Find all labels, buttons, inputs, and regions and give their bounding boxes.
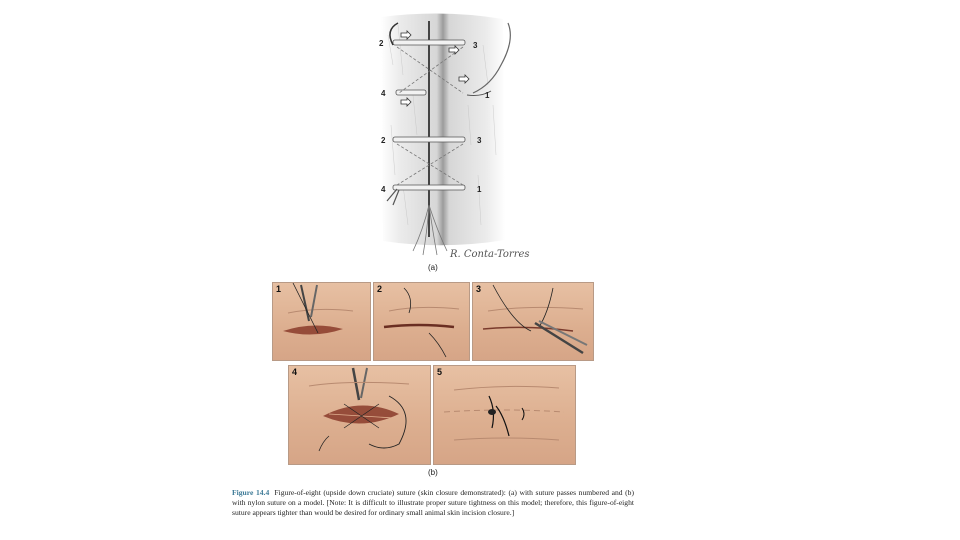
illus-num-top-2: 2: [379, 39, 384, 48]
illus-num-bottom-3: 3: [477, 136, 482, 145]
photo-number: 3: [476, 284, 482, 294]
illus-num-bottom-2: 2: [381, 136, 386, 145]
figure-caption-text: Figure-of-eight (upside down cruciate) suture (skin closure demonstrated): (a) with suture passes numbered and (b) with nylon suture on a model. [Note: It is difficult to illustrate proper suture tightness on this model; therefore, this figure-of-eight suture appears tighter than would be desired for ordinary small animal skin incision closure.]: [232, 488, 635, 518]
illus-num-bottom-4: 4: [381, 185, 386, 194]
photo-step-5: [433, 365, 576, 465]
figure-label: Figure 14.4: [232, 488, 270, 497]
photo-number: 2: [377, 284, 383, 294]
illus-num-top-1: 1: [485, 91, 490, 100]
illus-num-top-3: 3: [473, 41, 478, 50]
photo-number: 4: [292, 367, 298, 377]
suture-illustration: [363, 5, 523, 263]
photo-step-2: [373, 282, 470, 361]
illus-num-top-4: 4: [381, 89, 386, 98]
photo-number: 5: [437, 367, 443, 377]
artist-signature: R. Conta-Torres: [450, 249, 530, 260]
panel-a-label: (a): [428, 263, 438, 272]
illus-num-bottom-1: 1: [477, 185, 482, 194]
photo-step-3: [472, 282, 594, 361]
photo-step-4: [288, 365, 431, 465]
photo-step-1: [272, 282, 371, 361]
photo-number: 1: [276, 284, 282, 294]
panel-b-label: (b): [428, 468, 438, 477]
figure-caption: [232, 488, 634, 519]
